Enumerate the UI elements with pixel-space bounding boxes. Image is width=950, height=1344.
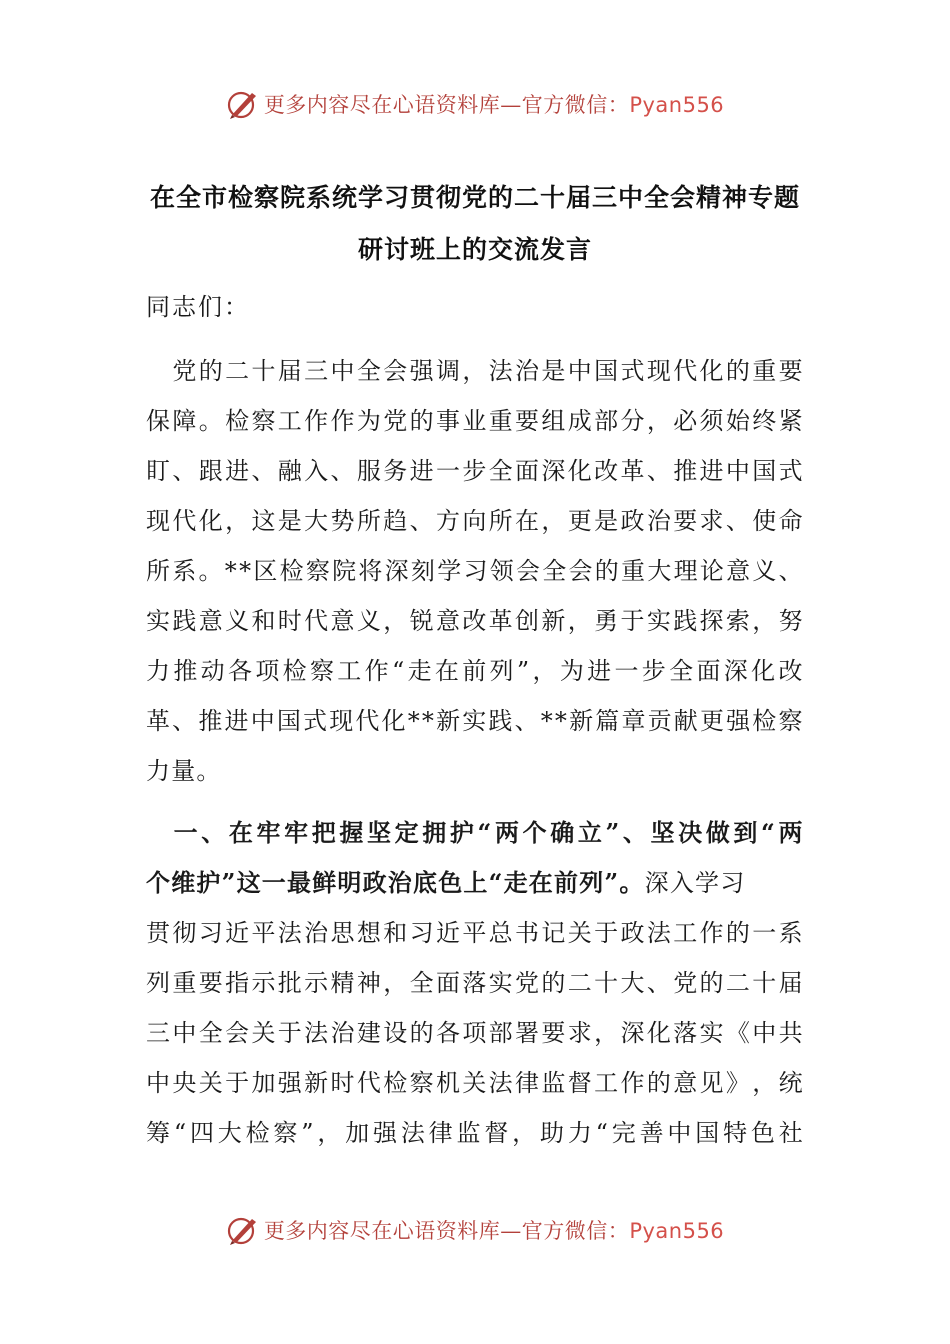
banner-text: 更多内容尽在心语资料库—官方微信：Pyan556 — [263, 93, 725, 117]
paragraph-2 — [146, 808, 804, 1158]
footer-banner — [0, 1210, 950, 1250]
pen-circle-logo-icon — [226, 87, 260, 121]
wechat-id: Pyan556 — [629, 1219, 725, 1243]
salutation: 同志们： — [146, 293, 250, 321]
text-line: 三 中 全 会 关 于 法 治 建 设 的 各 项 部 署 要 求 ， 深 化 落 实 《 中 共 — [146, 1019, 804, 1047]
text-line: 实 践 意 义 和 时 代 意 义 ， 锐 意 改 革 创 新 ， 勇 于 实 践 探 索 ， 努 — [146, 607, 804, 635]
text-line-start: 深入学习 — [644, 869, 746, 897]
heading-line-end: 个维护”这一最鲜明政治底色上“走在前列”。 — [146, 868, 645, 897]
heading-line: 一 、 在 牢 牢 把 握 坚 定 拥 护 “ 两 个 确 立 ” 、 坚 决 做 到 “ 两 — [173, 818, 804, 847]
document-title — [120, 172, 830, 276]
text-line: 保 障 。 检 察 工 作 作 为 党 的 事 业 重 要 组 成 部 分 ， 必 须 始 终 紧 — [146, 407, 804, 435]
text-line: 贯 彻 习 近 平 法 治 思 想 和 习 近 平 总 书 记 关 于 政 法 工 作 的 一 系 — [146, 919, 804, 947]
paragraph-1 — [146, 346, 804, 796]
banner-text: 更多内容尽在心语资料库—官方微信：Pyan556 — [263, 1219, 725, 1243]
header-banner — [0, 84, 950, 124]
text-line: 力 推 动 各 项 检 察 工 作 “ 走 在 前 列 ” ， 为 进 一 步 全 面 深 化 改 — [146, 657, 804, 685]
mixed-line — [146, 858, 804, 908]
text-line: 所 系 。 * * 区 检 察 院 将 深 刻 学 习 领 会 全 会 的 重 大 理 论 意 义 、 — [146, 557, 804, 585]
text-line: 力量。 — [146, 757, 222, 785]
title-line-2: 研讨班上的交流发言 — [357, 235, 592, 264]
text-line: 革 、 推 进 中 国 式 现 代 化 * * 新 实 践 、 * * 新 篇 章 贡 献 更 强 检 察 — [146, 707, 804, 735]
text-line: 党 的 二 十 届 三 中 全 会 强 调 ， 法 治 是 中 国 式 现 代 化 的 重 要 — [172, 357, 804, 385]
text-line: 筹 “ 四 大 检 察 ” ， 加 强 法 律 监 督 ， 助 力 “ 完 善 中 国 特 色 社 — [146, 1119, 804, 1147]
title-line-1: 在全市检察院系统学习贯彻党的二十届三中全会精神专题 — [149, 183, 800, 212]
body-content — [146, 346, 804, 1158]
text-line: 列 重 要 指 示 批 示 精 神 ， 全 面 落 实 党 的 二 十 大 、 党 的 二 十 届 — [146, 969, 804, 997]
text-line: 中 央 关 于 加 强 新 时 代 检 察 机 关 法 律 监 督 工 作 的 意 见 》 ， 统 — [146, 1069, 804, 1097]
pen-circle-logo-icon — [226, 1213, 260, 1247]
text-line: 现 代 化 ， 这 是 大 势 所 趋 、 方 向 所 在 ， 更 是 政 治 要 求 、 使 命 — [146, 507, 804, 535]
wechat-id: Pyan556 — [629, 93, 725, 117]
text-line: 盯 、 跟 进 、 融 入 、 服 务 进 一 步 全 面 深 化 改 革 、 推 进 中 国 式 — [146, 457, 804, 485]
